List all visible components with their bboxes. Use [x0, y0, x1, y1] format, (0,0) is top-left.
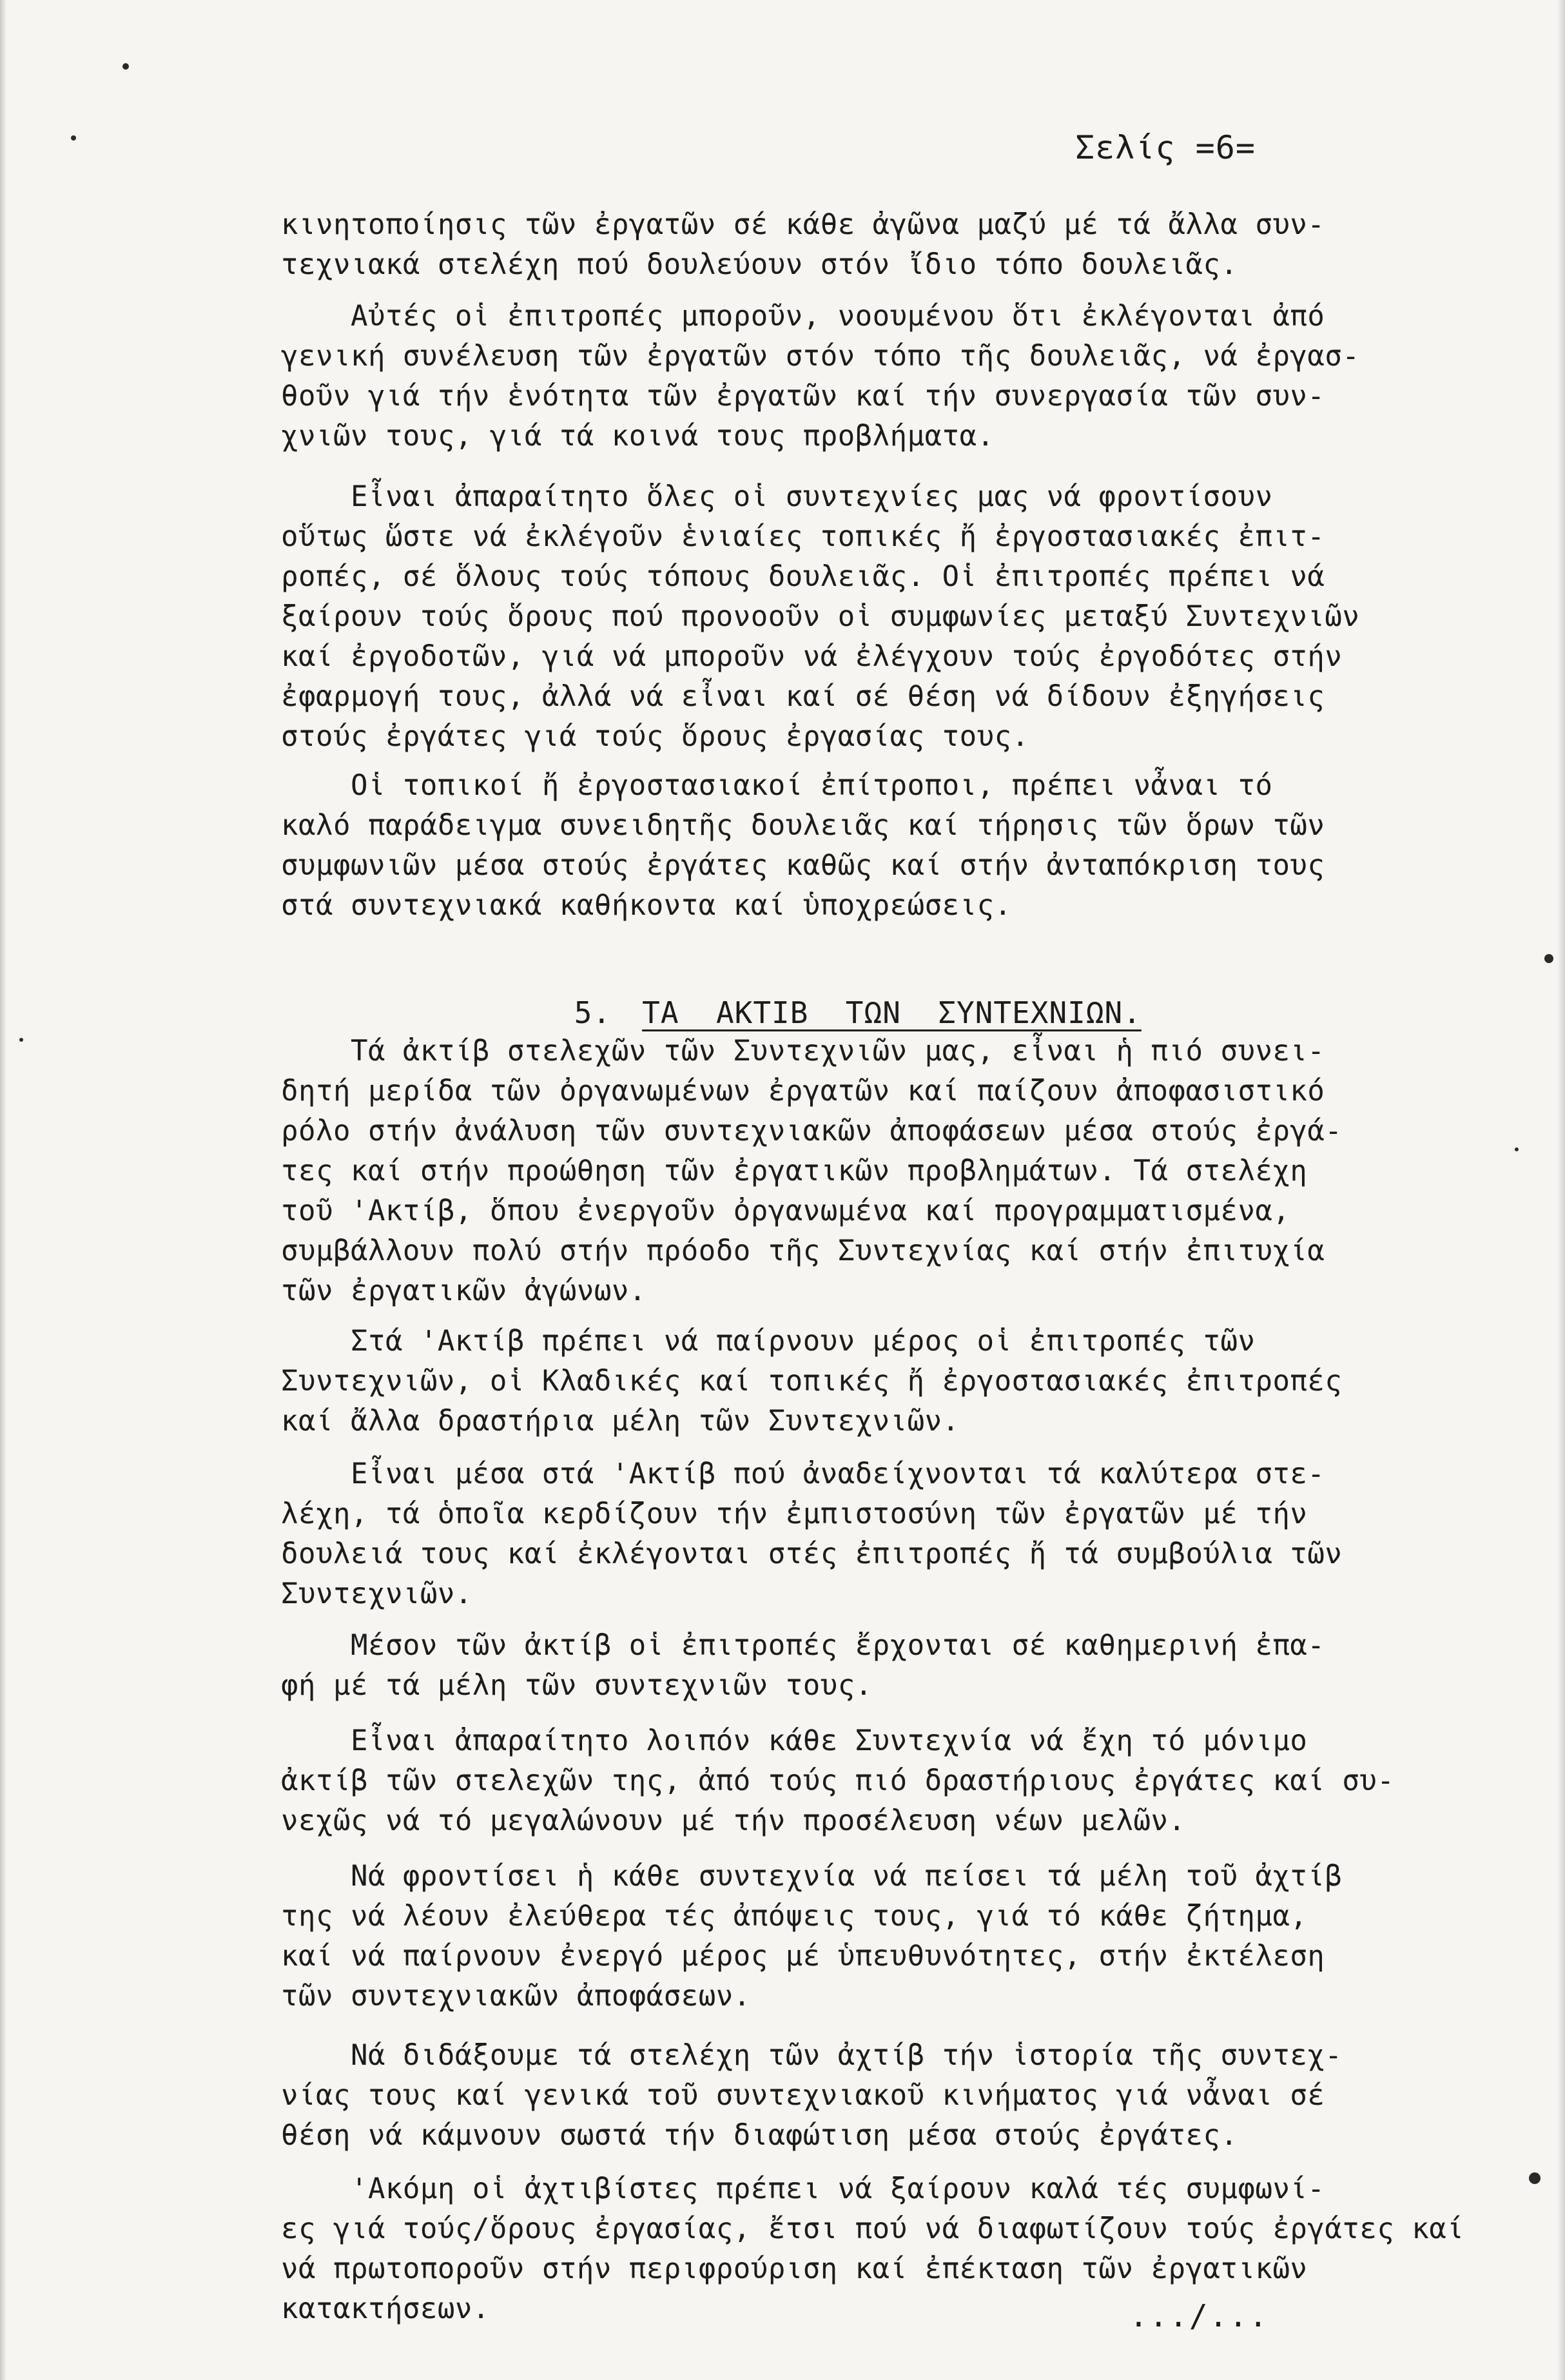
text-line: 'Ακόμη οἱ ἀχτιβίστες πρέπει νά ξαίρουν καλά τές συμφωνί-	[281, 2172, 1325, 2205]
text-line: τεχνιακά στελέχη πού δουλεύουν στόν ἴδιο τόπο δουλειᾶς.	[281, 248, 1238, 281]
text-line: συμφωνιῶν μέσα στούς ἐργάτες καθῶς καί στήν ἀνταπόκριση τους	[281, 849, 1325, 882]
text-line: Μέσον τῶν ἀκτίβ οἱ ἐπιτροπές ἔρχονται σέ καθημερινή ἐπα-	[281, 1629, 1325, 1662]
text-line: συμβάλλουν πολύ στήν πρόοδο τῆς Συντεχνίας καί στήν ἐπιτυχία	[281, 1234, 1325, 1267]
text-line: δουλειά τους καί ἐκλέγονται στές ἐπιτροπές ἤ τά συμβούλια τῶν	[281, 1537, 1343, 1570]
text-line: της νά λέουν ἐλεύθερα τές ἀπόψεις τους, γιά τό κάθε ζήτημα,	[281, 1900, 1308, 1933]
text-line: τοῦ 'Ακτίβ, ὅπου ἐνεργοῦν ὀργανωμένα καί προγραμματισμένα,	[281, 1195, 1290, 1227]
text-line: Νά φροντίσει ἡ κάθε συντεχνία νά πείσει τά μέλη τοῦ ἀχτίβ	[281, 1860, 1343, 1893]
section-title: ΤΑ ΑΚΤΙΒ ΤΩΝ ΣΥΝΤΕΧΝΙΩΝ.	[642, 995, 1142, 1030]
text-line: κατακτήσεων.	[281, 2292, 490, 2325]
text-line: Αὐτές οἱ ἐπιτροπές μποροῦν, νοουμένου ὅτι ἐκλέγονται ἀπό	[281, 300, 1325, 333]
continuation-mark: .../...	[1129, 2298, 1269, 2334]
text-line: τῶν ἐργατικῶν ἀγώνων.	[281, 1274, 646, 1307]
text-line: χνιῶν τους, γιά τά κοινά τους προβλήματα.	[281, 420, 995, 453]
text-line: καλό παράδειγμα συνειδητῆς δουλειᾶς καί τήρησις τῶν ὅρων τῶν	[281, 809, 1325, 842]
scan-speck	[1515, 1147, 1519, 1151]
paragraph-teach-history	[281, 2036, 1544, 2156]
text-line: κινητοποίησις τῶν ἐργατῶν σέ κάθε ἀγῶνα μαζύ μέ τά ἄλλα συν-	[281, 208, 1325, 241]
scan-speck	[122, 63, 129, 70]
paragraph-daily-contact	[281, 1626, 1544, 1706]
text-line: νά πρωτοποροῦν στήν περιφρούριση καί ἐπέκταση τῶν ἐργατικῶν	[281, 2252, 1308, 2285]
paragraph-continuation	[281, 205, 1544, 285]
text-line: καί νά παίρνουν ἐνεργό μέρος μέ ὑπευθυνότητες, στήν ἐκτέλεση	[281, 1940, 1325, 1973]
text-line: ξαίρουν τούς ὅρους πού προνοοῦν οἱ συμφωνίες μεταξύ Συντεχνιῶν	[281, 600, 1360, 633]
paragraph-permanent-activ	[281, 1721, 1544, 1841]
paragraph-activists-agreements	[281, 2169, 1544, 2329]
scan-speck	[1544, 954, 1553, 963]
scan-speck	[19, 1038, 23, 1042]
page-number: Σελίς =6=	[1075, 129, 1256, 166]
text-line: θοῦν γιά τήν ἑνότητα τῶν ἐργατῶν καί τήν συνεργασία τῶν συν-	[281, 380, 1325, 413]
paragraph-committees	[281, 297, 1544, 456]
left-page-edge	[0, 0, 6, 2380]
text-line: Εἶναι ἀπαραίτητο ὅλες οἱ συντεχνίες μας νά φροντίσουν	[281, 480, 1273, 513]
paragraph-free-opinions	[281, 1857, 1544, 2016]
text-line: Στά 'Ακτίβ πρέπει νά παίρνουν μέρος οἱ ἐπιτροπές τῶν	[281, 1325, 1256, 1358]
text-line: ες γιά τούς/ὅρους ἐργασίας, ἔτσι πού νά διαφωτίζουν τούς ἐργάτες καί	[281, 2212, 1464, 2245]
text-line: στά συντεχνιακά καθήκοντα καί ὑποχρεώσεις.	[281, 889, 1012, 922]
paragraph-activ-cadres	[281, 1031, 1544, 1311]
text-line: καί ἄλλα δραστήρια μέλη τῶν Συντεχνιῶν.	[281, 1405, 960, 1438]
text-line: θέση νά κάμνουν σωστά τήν διαφώτιση μέσα στούς ἐργάτες.	[281, 2119, 1238, 2152]
scan-speck	[1529, 2172, 1541, 2184]
text-line: τῶν συντεχνιακῶν ἀποφάσεων.	[281, 1980, 751, 2013]
text-line: Συντεχνιῶν, οἱ Κλαδικές καί τοπικές ἤ ἐργοστασιακές ἐπιτροπές	[281, 1365, 1343, 1398]
text-line: Τά ἀκτίβ στελεχῶν τῶν Συντεχνιῶν μας, εἶναι ἡ πιό συνει-	[281, 1035, 1325, 1068]
scan-speck	[71, 135, 76, 141]
text-line: ροπές, σέ ὅλους τούς τόπους δουλειᾶς. Οἱ ἐπιτροπές πρέπει νά	[281, 560, 1325, 593]
paragraph-unions-elect	[281, 477, 1544, 757]
text-line: νεχῶς νά τό μεγαλώνουν μέ τήν προσέλευση νέων μελῶν.	[281, 1804, 1186, 1837]
text-line: Συντεχνιῶν.	[281, 1577, 472, 1610]
section-number: 5.	[574, 995, 612, 1030]
right-page-edge	[1557, 0, 1565, 2380]
text-line: δητή μερίδα τῶν ὀργανωμένων ἐργατῶν καί παίζουν ἀποφασιστικό	[281, 1075, 1325, 1107]
paragraph-best-cadres	[281, 1454, 1544, 1614]
paragraph-activ-members	[281, 1322, 1544, 1441]
text-line: Νά διδάξουμε τά στελέχη τῶν ἀχτίβ τήν ἱστορία τῆς συντεχ-	[281, 2039, 1343, 2072]
text-line: νίας τους καί γενικά τοῦ συντεχνιακοῦ κινήματος γιά νἆναι σέ	[281, 2079, 1325, 2112]
text-line: ἐφαρμογή τους, ἀλλά νά εἶναι καί σέ θέση νά δίδουν ἐξηγήσεις	[281, 680, 1325, 713]
text-line: φή μέ τά μέλη τῶν συντεχνιῶν τους.	[281, 1669, 873, 1702]
text-line: Οἱ τοπικοί ἤ ἐργοστασιακοί ἐπίτροποι, πρέπει νἆναι τό	[281, 769, 1273, 802]
text-line: καί ἐργοδοτῶν, γιά νά μποροῦν νά ἐλέγχουν τούς ἐργοδότες στήν	[281, 640, 1343, 673]
text-line: λέχη, τά ὁποῖα κερδίζουν τήν ἐμπιστοσύνη τῶν ἐργατῶν μέ τήν	[281, 1497, 1308, 1530]
paragraph-local-delegates	[281, 766, 1544, 926]
text-line: οὕτως ὥστε νά ἐκλέγοῦν ἑνιαίες τοπικές ἤ ἐργοστασιακές ἐπιτ-	[281, 520, 1325, 553]
text-line: Εἶναι μέσα στά 'Ακτίβ πού ἀναδείχνονται τά καλύτερα στε-	[281, 1458, 1325, 1490]
text-line: ἀκτίβ τῶν στελεχῶν της, ἀπό τούς πιό δραστήριους ἐργάτες καί συ-	[281, 1764, 1395, 1797]
text-line: ρόλο στήν ἀνάλυση τῶν συντεχνιακῶν ἀποφάσεων μέσα στούς ἐργά-	[281, 1115, 1343, 1147]
text-line: τες καί στήν προώθηση τῶν ἐργατικῶν προβλημάτων. Τά στελέχη	[281, 1155, 1308, 1187]
text-line: Εἶναι ἀπαραίτητο λοιπόν κάθε Συντεχνία νά ἔχη τό μόνιμο	[281, 1724, 1308, 1757]
text-line: στούς ἐργάτες γιά τούς ὅρους ἐργασίας τους.	[281, 720, 1029, 753]
text-line: γενική συνέλευση τῶν ἐργατῶν στόν τόπο τῆς δουλειᾶς, νά ἐργασ-	[281, 340, 1360, 373]
